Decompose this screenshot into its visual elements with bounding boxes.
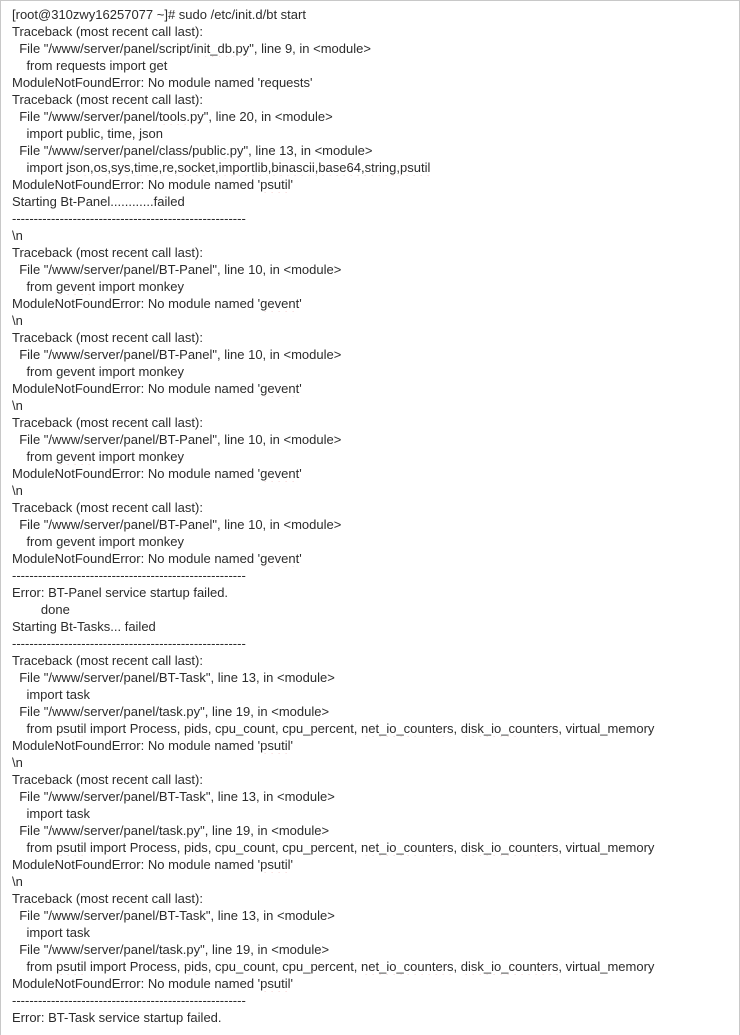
output-line (12, 992, 737, 1009)
output-line (12, 329, 737, 346)
output-line (12, 941, 737, 958)
output-line (12, 210, 737, 227)
output-line (12, 193, 737, 210)
line-text: Traceback (most recent call last): (12, 415, 203, 430)
line-text: File "/www/server/panel/BT-Panel", line 10, in <module> (12, 432, 342, 447)
line-text: \n (12, 874, 23, 889)
line-text: , (453, 959, 461, 974)
line-text: Traceback (most recent call last): (12, 653, 203, 668)
line-text: Traceback (most recent call last): (12, 330, 203, 345)
line-text: ' (290, 976, 294, 991)
output-line (12, 822, 737, 839)
output-line (12, 448, 737, 465)
spellcheck-flagged-word: init_db.py (193, 41, 250, 56)
line-text: File "/www/server/panel/script/ (12, 41, 194, 56)
output-line (12, 686, 737, 703)
line-text: ", line 20, in <module> (203, 109, 333, 124)
spellcheck-flagged-word: gevent (260, 551, 300, 566)
spellcheck-flagged-word: net_io_counters (361, 721, 454, 736)
terminal-output-text[interactable] (12, 6, 737, 1026)
line-text: ' (299, 296, 302, 311)
line-text: \n (12, 228, 23, 243)
spellcheck-flagged-word: psutil (260, 857, 291, 872)
output-line (12, 856, 737, 873)
spellcheck-flagged-word: psutil (260, 976, 291, 991)
line-text: ' (290, 177, 294, 192)
output-line (12, 176, 737, 193)
line-text: File "/www/server/panel/class/ (12, 143, 193, 158)
line-text: , virtual_memory (558, 840, 655, 855)
output-line (12, 125, 737, 142)
spellcheck-flagged-word: psutil (260, 177, 291, 192)
line-text: ", line 19, in <module> (200, 942, 330, 957)
spellcheck-flagged-word: gevent (56, 534, 96, 549)
output-line (12, 380, 737, 397)
line-text: Traceback (most recent call last): (12, 891, 203, 906)
line-text: ' (290, 857, 294, 872)
line-text: Traceback (most recent call last): (12, 772, 203, 787)
line-text: \n (12, 313, 23, 328)
line-text: ' (299, 466, 302, 481)
output-line (12, 40, 737, 57)
line-text: from (12, 721, 57, 736)
output-line (12, 244, 737, 261)
line-text: ModuleNotFoundError: No module named ' (12, 381, 261, 396)
line-text: , virtual_memory (558, 721, 655, 736)
output-line (12, 652, 737, 669)
output-line (12, 533, 737, 550)
spellcheck-flagged-word: pids (183, 721, 208, 736)
output-line (12, 788, 737, 805)
spellcheck-flagged-word: gevent (56, 364, 96, 379)
line-text: Starting Bt-Panel............failed (12, 194, 185, 209)
output-line (12, 57, 737, 74)
line-text: from (12, 534, 57, 549)
line-text: from requests import get (12, 58, 168, 73)
line-text: ", line 19, in <module> (200, 704, 330, 719)
output-line (12, 550, 737, 567)
line-text: ModuleNotFoundError: No module named ' (12, 976, 261, 991)
line-text: from (12, 840, 57, 855)
line-text: File "/www/server/panel/BT-Panel", line 10, in <module> (12, 262, 342, 277)
spellcheck-flagged-word: net_io_counters (361, 840, 454, 855)
line-text: , cpu_count, cpu_percent, (207, 721, 362, 736)
spellcheck-flagged-word: json,os,sys,time,re,socket,importlib,binascii,base64,string,psutil (66, 160, 431, 175)
line-text: import monkey (95, 279, 184, 294)
line-text: , (453, 721, 461, 736)
output-line (12, 142, 737, 159)
line-text: import monkey (95, 534, 184, 549)
output-line (12, 669, 737, 686)
line-text: , virtual_memory (558, 959, 655, 974)
spellcheck-flagged-word: gevent (260, 466, 300, 481)
spellcheck-flagged-word: psutil (56, 840, 87, 855)
line-text: Starting Bt-Tasks... failed (12, 619, 156, 634)
line-text: ' (299, 551, 302, 566)
output-line (12, 516, 737, 533)
output-line (12, 890, 737, 907)
output-line (12, 635, 737, 652)
output-line (12, 601, 737, 618)
output-line (12, 958, 737, 975)
line-text: ModuleNotFoundError: No module named ' (12, 296, 261, 311)
output-line (12, 397, 737, 414)
spellcheck-flagged-word: disk_io_counters (460, 721, 559, 736)
line-text: import Process, (86, 840, 184, 855)
line-text: ", line 9, in <module> (249, 41, 371, 56)
line-text: from (12, 449, 57, 464)
line-text: Error: BT-Task service startup failed. (12, 1010, 222, 1025)
output-line (12, 74, 737, 91)
output-line (12, 907, 737, 924)
spellcheck-flagged-word: psutil (56, 721, 87, 736)
line-text: ------------------------------------------------------ (12, 993, 246, 1008)
line-text: Traceback (most recent call last): (12, 92, 203, 107)
output-line (12, 363, 737, 380)
output-line (12, 465, 737, 482)
line-text: , (453, 840, 461, 855)
line-text: import task (12, 925, 91, 940)
spellcheck-flagged-word: tools.py (158, 109, 204, 124)
line-text: , cpu_count, cpu_percent, (207, 959, 362, 974)
spellcheck-flagged-word: psutil (260, 738, 291, 753)
spellcheck-flagged-word: disk_io_counters (460, 959, 559, 974)
line-text: , cpu_count, cpu_percent, (207, 840, 362, 855)
line-text: ModuleNotFoundError: No module named ' (12, 738, 261, 753)
output-line (12, 261, 737, 278)
spellcheck-flagged-word: net_io_counters (361, 959, 454, 974)
output-line (12, 805, 737, 822)
output-line (12, 431, 737, 448)
spellcheck-flagged-word: pids (183, 840, 208, 855)
spellcheck-flagged-word: task.py (158, 704, 201, 719)
output-line (12, 482, 737, 499)
line-text: ModuleNotFoundError: No module named 'requests' (12, 75, 313, 90)
line-text: ' (299, 381, 302, 396)
output-line (12, 295, 737, 312)
line-text: Traceback (most recent call last): (12, 500, 203, 515)
line-text: File "/www/server/panel/BT-Task", line 13, in <module> (12, 789, 335, 804)
line-text: ------------------------------------------------------ (12, 636, 246, 651)
line-text: import (12, 160, 67, 175)
spellcheck-flagged-word: public.py (192, 143, 244, 158)
line-text: done (12, 602, 70, 617)
output-line (12, 108, 737, 125)
line-text: ", line 13, in <module> (243, 143, 373, 158)
output-line (12, 839, 737, 856)
line-text: import task (12, 806, 91, 821)
line-text: ------------------------------------------------------ (12, 211, 246, 226)
line-text: [root@310zwy16257077 ~]# sudo /etc/init.d/bt start (12, 7, 306, 22)
line-text: File "/www/server/panel/BT-Task", line 13, in <module> (12, 908, 335, 923)
output-line (12, 346, 737, 363)
output-line (12, 1009, 737, 1026)
line-text: from (12, 364, 57, 379)
line-text: ", line 19, in <module> (200, 823, 330, 838)
line-text: File "/www/server/panel/ (12, 823, 159, 838)
output-line (12, 873, 737, 890)
output-line (12, 771, 737, 788)
spellcheck-flagged-word: disk_io_counters (460, 840, 559, 855)
line-text: import public, time, json (12, 126, 163, 141)
spellcheck-flagged-word: gevent (260, 381, 300, 396)
line-text: Traceback (most recent call last): (12, 24, 203, 39)
line-text: File "/www/server/panel/ (12, 109, 159, 124)
line-text: from (12, 959, 57, 974)
line-text: import Process, (86, 721, 184, 736)
output-line (12, 227, 737, 244)
line-text: File "/www/server/panel/BT-Panel", line 10, in <module> (12, 347, 342, 362)
output-line (12, 737, 737, 754)
output-line (12, 924, 737, 941)
output-line (12, 414, 737, 431)
line-text: \n (12, 483, 23, 498)
output-line (12, 703, 737, 720)
output-line (12, 975, 737, 992)
spellcheck-flagged-word: task.py (158, 823, 201, 838)
spellcheck-flagged-word: gevent (56, 279, 96, 294)
line-text: import monkey (95, 364, 184, 379)
spellcheck-flagged-word: gevent (260, 296, 300, 311)
line-text: \n (12, 398, 23, 413)
spellcheck-flagged-word: pids (183, 959, 208, 974)
line-text: Error: BT-Panel service startup failed. (12, 585, 229, 600)
output-line (12, 584, 737, 601)
line-text: ModuleNotFoundError: No module named ' (12, 177, 261, 192)
output-line (12, 278, 737, 295)
output-line (12, 754, 737, 771)
line-text: ModuleNotFoundError: No module named ' (12, 551, 261, 566)
line-text: import task (12, 687, 91, 702)
line-text: \n (12, 755, 23, 770)
output-line (12, 91, 737, 108)
output-line (12, 499, 737, 516)
line-text: ' (290, 738, 294, 753)
line-text: Traceback (most recent call last): (12, 245, 203, 260)
line-text: import Process, (86, 959, 184, 974)
output-line (12, 720, 737, 737)
output-line (12, 618, 737, 635)
output-line (12, 6, 737, 23)
line-text: ModuleNotFoundError: No module named ' (12, 466, 261, 481)
line-text: import monkey (95, 449, 184, 464)
line-text: ------------------------------------------------------ (12, 568, 246, 583)
line-text: from (12, 279, 57, 294)
line-text: File "/www/server/panel/ (12, 942, 159, 957)
output-line (12, 567, 737, 584)
spellcheck-flagged-word: gevent (56, 449, 96, 464)
output-line (12, 23, 737, 40)
spellcheck-flagged-word: psutil (56, 959, 87, 974)
output-line (12, 312, 737, 329)
line-text: File "/www/server/panel/BT-Task", line 13, in <module> (12, 670, 335, 685)
line-text: File "/www/server/panel/BT-Panel", line 10, in <module> (12, 517, 342, 532)
line-text: File "/www/server/panel/ (12, 704, 159, 719)
spellcheck-flagged-word: task.py (158, 942, 201, 957)
output-line (12, 159, 737, 176)
line-text: ModuleNotFoundError: No module named ' (12, 857, 261, 872)
